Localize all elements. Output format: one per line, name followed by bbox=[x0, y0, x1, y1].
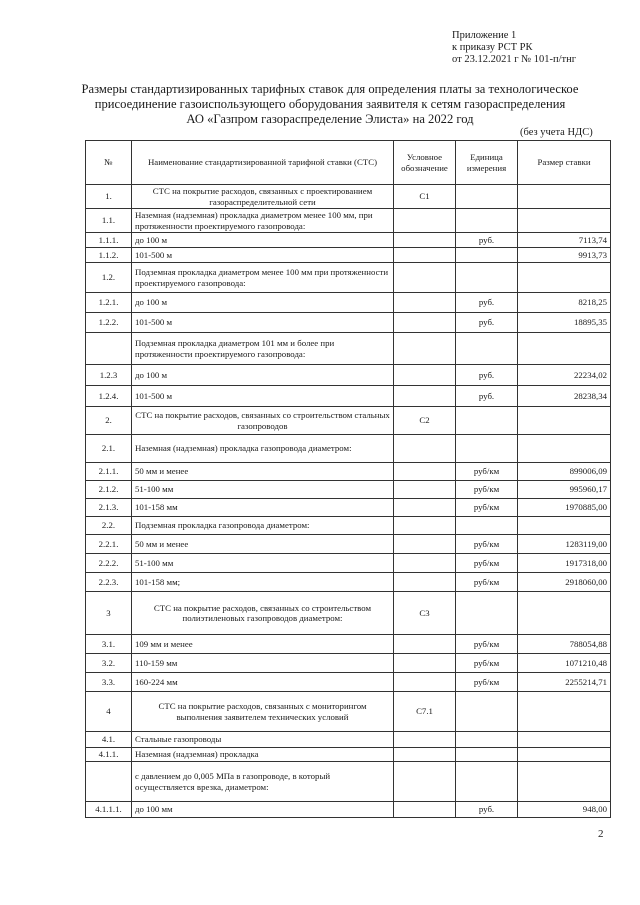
row-code-cell bbox=[394, 233, 456, 248]
row-unit-cell bbox=[456, 407, 518, 435]
table-row bbox=[86, 185, 611, 209]
row-name-cell: 160-224 мм bbox=[132, 673, 394, 692]
table-row bbox=[86, 333, 611, 365]
table-row bbox=[86, 573, 611, 592]
header-code: Условное обозначение bbox=[394, 141, 456, 185]
row-name-cell: 50 мм и менее bbox=[132, 535, 394, 554]
row-number-cell: 4.1.1. bbox=[86, 748, 132, 762]
row-value-cell: 22234,02 bbox=[518, 365, 611, 386]
row-unit-cell: руб/км bbox=[456, 499, 518, 517]
table-row bbox=[86, 313, 611, 333]
row-code-cell bbox=[394, 535, 456, 554]
row-name-cell: 51-100 мм bbox=[132, 481, 394, 499]
row-code-cell bbox=[394, 635, 456, 654]
row-name-cell: Подземная прокладка диаметром 101 мм и более при протяженности проектируемого газопровода: bbox=[132, 333, 394, 365]
row-code-cell bbox=[394, 573, 456, 592]
row-value-cell: 2918060,00 bbox=[518, 573, 611, 592]
row-number-cell: 3 bbox=[86, 592, 132, 635]
row-code-cell bbox=[394, 517, 456, 535]
row-name-cell: Стальные газопроводы bbox=[132, 732, 394, 748]
table-body bbox=[86, 185, 611, 818]
row-value-cell bbox=[518, 435, 611, 463]
row-name-cell: до 100 м bbox=[132, 293, 394, 313]
row-number-cell: 1.1.1. bbox=[86, 233, 132, 248]
table-row bbox=[86, 802, 611, 818]
approval-line-3: от 23.12.2021 г № 101-п/тнг bbox=[452, 54, 577, 65]
row-name-cell: СТС на покрытие расходов, связанных с проектированием газораспределительной сети bbox=[132, 185, 394, 209]
row-unit-cell bbox=[456, 333, 518, 365]
row-name-cell: Наземная (надземная) прокладка bbox=[132, 748, 394, 762]
row-code-cell bbox=[394, 248, 456, 263]
row-name-cell: 110-159 мм bbox=[132, 654, 394, 673]
row-name-cell: до 100 мм bbox=[132, 802, 394, 818]
header-unit: Единица измерения bbox=[456, 141, 518, 185]
row-value-cell bbox=[518, 748, 611, 762]
row-name-cell: до 100 м bbox=[132, 233, 394, 248]
table-row bbox=[86, 673, 611, 692]
row-name-cell: 101-500 м bbox=[132, 313, 394, 333]
row-code-cell: С3 bbox=[394, 592, 456, 635]
row-code-cell bbox=[394, 365, 456, 386]
table-row bbox=[86, 692, 611, 732]
tariff-table bbox=[85, 140, 611, 818]
row-value-cell bbox=[518, 263, 611, 293]
row-code-cell bbox=[394, 673, 456, 692]
table-row bbox=[86, 209, 611, 233]
row-unit-cell: руб. bbox=[456, 802, 518, 818]
row-unit-cell: руб/км bbox=[456, 673, 518, 692]
row-value-cell: 28238,34 bbox=[518, 386, 611, 407]
row-value-cell bbox=[518, 732, 611, 748]
row-number-cell: 2.2.2. bbox=[86, 554, 132, 573]
row-number-cell: 3.3. bbox=[86, 673, 132, 692]
row-code-cell bbox=[394, 802, 456, 818]
row-unit-cell: руб. bbox=[456, 365, 518, 386]
row-number-cell: 4.1.1.1. bbox=[86, 802, 132, 818]
table-row bbox=[86, 592, 611, 635]
row-value-cell: 948,00 bbox=[518, 802, 611, 818]
table-row bbox=[86, 762, 611, 802]
row-unit-cell: руб/км bbox=[456, 635, 518, 654]
row-value-cell: 1970885,00 bbox=[518, 499, 611, 517]
table-row bbox=[86, 654, 611, 673]
row-name-cell: 101-500 м bbox=[132, 248, 394, 263]
row-value-cell: 995960,17 bbox=[518, 481, 611, 499]
row-code-cell bbox=[394, 293, 456, 313]
row-number-cell: 2.1.3. bbox=[86, 499, 132, 517]
row-value-cell: 18895,35 bbox=[518, 313, 611, 333]
row-unit-cell bbox=[456, 692, 518, 732]
row-number-cell: 1.2.3 bbox=[86, 365, 132, 386]
row-name-cell: 101-500 м bbox=[132, 386, 394, 407]
row-number-cell: 3.2. bbox=[86, 654, 132, 673]
row-number-cell: 2.2.1. bbox=[86, 535, 132, 554]
header-name: Наименование стандартизированной тарифной ставки (СТС) bbox=[132, 141, 394, 185]
row-code-cell bbox=[394, 748, 456, 762]
row-unit-cell bbox=[456, 762, 518, 802]
row-number-cell: 1.1. bbox=[86, 209, 132, 233]
row-unit-cell: руб/км bbox=[456, 463, 518, 481]
row-unit-cell bbox=[456, 248, 518, 263]
row-name-cell: СТС на покрытие расходов, связанных со строительством полиэтиленовых газопроводов диаметром: bbox=[132, 592, 394, 635]
row-unit-cell: руб. bbox=[456, 293, 518, 313]
row-number-cell bbox=[86, 333, 132, 365]
row-number-cell: 2. bbox=[86, 407, 132, 435]
row-number-cell: 2.1.1. bbox=[86, 463, 132, 481]
row-value-cell bbox=[518, 692, 611, 732]
title-line-2: присоединение газоиспользующего оборудования заявителя к сетям газораспределения bbox=[94, 97, 566, 111]
row-number-cell: 1. bbox=[86, 185, 132, 209]
table-row bbox=[86, 233, 611, 248]
row-value-cell bbox=[518, 333, 611, 365]
row-unit-cell bbox=[456, 435, 518, 463]
row-code-cell bbox=[394, 313, 456, 333]
row-unit-cell bbox=[456, 592, 518, 635]
title-line-1: Размеры стандартизированных тарифных ставок для определения платы за технологическое bbox=[81, 82, 579, 96]
row-number-cell: 2.1.2. bbox=[86, 481, 132, 499]
table-row bbox=[86, 499, 611, 517]
row-code-cell: С2 bbox=[394, 407, 456, 435]
row-value-cell: 788054,88 bbox=[518, 635, 611, 654]
row-value-cell: 7113,74 bbox=[518, 233, 611, 248]
row-unit-cell: руб/км bbox=[456, 535, 518, 554]
document-title bbox=[40, 82, 620, 127]
row-number-cell: 4 bbox=[86, 692, 132, 732]
row-number-cell: 3.1. bbox=[86, 635, 132, 654]
table-row bbox=[86, 407, 611, 435]
row-number-cell: 2.2. bbox=[86, 517, 132, 535]
header-value: Размер ставки bbox=[518, 141, 611, 185]
vat-note: (без учета НДС) bbox=[520, 127, 593, 138]
row-name-cell: СТС на покрытие расходов, связанных с мониторингом выполнения заявителем технических условий bbox=[132, 692, 394, 732]
row-name-cell: Подземная прокладка газопровода диаметром: bbox=[132, 517, 394, 535]
row-value-cell: 1917318,00 bbox=[518, 554, 611, 573]
row-value-cell bbox=[518, 209, 611, 233]
row-unit-cell bbox=[456, 263, 518, 293]
table-row bbox=[86, 263, 611, 293]
row-code-cell: С1 bbox=[394, 185, 456, 209]
approval-line-1: Приложение 1 bbox=[452, 30, 517, 41]
row-value-cell bbox=[518, 592, 611, 635]
row-unit-cell: руб. bbox=[456, 386, 518, 407]
row-code-cell bbox=[394, 209, 456, 233]
row-number-cell bbox=[86, 762, 132, 802]
table-row bbox=[86, 463, 611, 481]
title-line-3: АО «Газпром газораспределение Элиста» на 2022 год bbox=[186, 112, 474, 126]
row-code-cell bbox=[394, 333, 456, 365]
table-row bbox=[86, 748, 611, 762]
table-row bbox=[86, 248, 611, 263]
row-value-cell: 1283119,00 bbox=[518, 535, 611, 554]
row-value-cell: 9913,73 bbox=[518, 248, 611, 263]
row-number-cell: 1.2. bbox=[86, 263, 132, 293]
row-value-cell: 899006,09 bbox=[518, 463, 611, 481]
row-unit-cell: руб. bbox=[456, 313, 518, 333]
row-name-cell: Наземная (надземная) прокладка диаметром менее 100 мм, при протяженности проектируемого газопровода: bbox=[132, 209, 394, 233]
row-name-cell: 101-158 мм; bbox=[132, 573, 394, 592]
approval-line-2: к приказу РСТ РК bbox=[452, 42, 533, 53]
row-number-cell: 1.2.4. bbox=[86, 386, 132, 407]
row-name-cell: 101-158 мм bbox=[132, 499, 394, 517]
table-row bbox=[86, 481, 611, 499]
header-num: № bbox=[86, 141, 132, 185]
row-number-cell: 4.1. bbox=[86, 732, 132, 748]
row-unit-cell bbox=[456, 732, 518, 748]
row-value-cell bbox=[518, 407, 611, 435]
row-number-cell: 2.1. bbox=[86, 435, 132, 463]
row-name-cell: СТС на покрытие расходов, связанных со строительством стальных газопроводов bbox=[132, 407, 394, 435]
row-value-cell bbox=[518, 185, 611, 209]
row-name-cell: 51-100 мм bbox=[132, 554, 394, 573]
row-code-cell bbox=[394, 732, 456, 748]
row-number-cell: 1.2.1. bbox=[86, 293, 132, 313]
row-code-cell bbox=[394, 499, 456, 517]
row-unit-cell: руб. bbox=[456, 233, 518, 248]
table-row bbox=[86, 365, 611, 386]
row-code-cell bbox=[394, 435, 456, 463]
row-unit-cell bbox=[456, 185, 518, 209]
table-row bbox=[86, 554, 611, 573]
row-value-cell: 1071210,48 bbox=[518, 654, 611, 673]
table-row bbox=[86, 435, 611, 463]
row-unit-cell bbox=[456, 209, 518, 233]
row-code-cell bbox=[394, 554, 456, 573]
row-name-cell: Подземная прокладка диаметром менее 100 мм при протяженности проектируемого газопровода: bbox=[132, 263, 394, 293]
row-unit-cell bbox=[456, 748, 518, 762]
table-row bbox=[86, 293, 611, 313]
table-row bbox=[86, 386, 611, 407]
row-code-cell bbox=[394, 481, 456, 499]
row-number-cell: 1.1.2. bbox=[86, 248, 132, 263]
row-unit-cell bbox=[456, 517, 518, 535]
row-value-cell bbox=[518, 762, 611, 802]
row-code-cell bbox=[394, 654, 456, 673]
row-name-cell: 50 мм и менее bbox=[132, 463, 394, 481]
table-row bbox=[86, 517, 611, 535]
approval-block bbox=[452, 30, 576, 66]
row-number-cell: 1.2.2. bbox=[86, 313, 132, 333]
table-row bbox=[86, 635, 611, 654]
table-row bbox=[86, 732, 611, 748]
row-code-cell bbox=[394, 386, 456, 407]
row-value-cell: 8218,25 bbox=[518, 293, 611, 313]
row-value-cell: 2255214,71 bbox=[518, 673, 611, 692]
page-number: 2 bbox=[598, 828, 604, 840]
row-number-cell: 2.2.3. bbox=[86, 573, 132, 592]
table-row bbox=[86, 535, 611, 554]
table-header-row bbox=[86, 141, 611, 185]
row-code-cell bbox=[394, 463, 456, 481]
row-value-cell bbox=[518, 517, 611, 535]
row-unit-cell: руб/км bbox=[456, 654, 518, 673]
row-unit-cell: руб/км bbox=[456, 554, 518, 573]
row-unit-cell: руб/км bbox=[456, 481, 518, 499]
row-code-cell bbox=[394, 762, 456, 802]
row-name-cell: 109 мм и менее bbox=[132, 635, 394, 654]
row-name-cell: с давлением до 0,005 МПа в газопроводе, в который осуществляется врезка, диаметром: bbox=[132, 762, 394, 802]
row-name-cell: Наземная (надземная) прокладка газопровода диаметром: bbox=[132, 435, 394, 463]
row-unit-cell: руб/км bbox=[456, 573, 518, 592]
row-code-cell: С7.1 bbox=[394, 692, 456, 732]
row-name-cell: до 100 м bbox=[132, 365, 394, 386]
row-code-cell bbox=[394, 263, 456, 293]
